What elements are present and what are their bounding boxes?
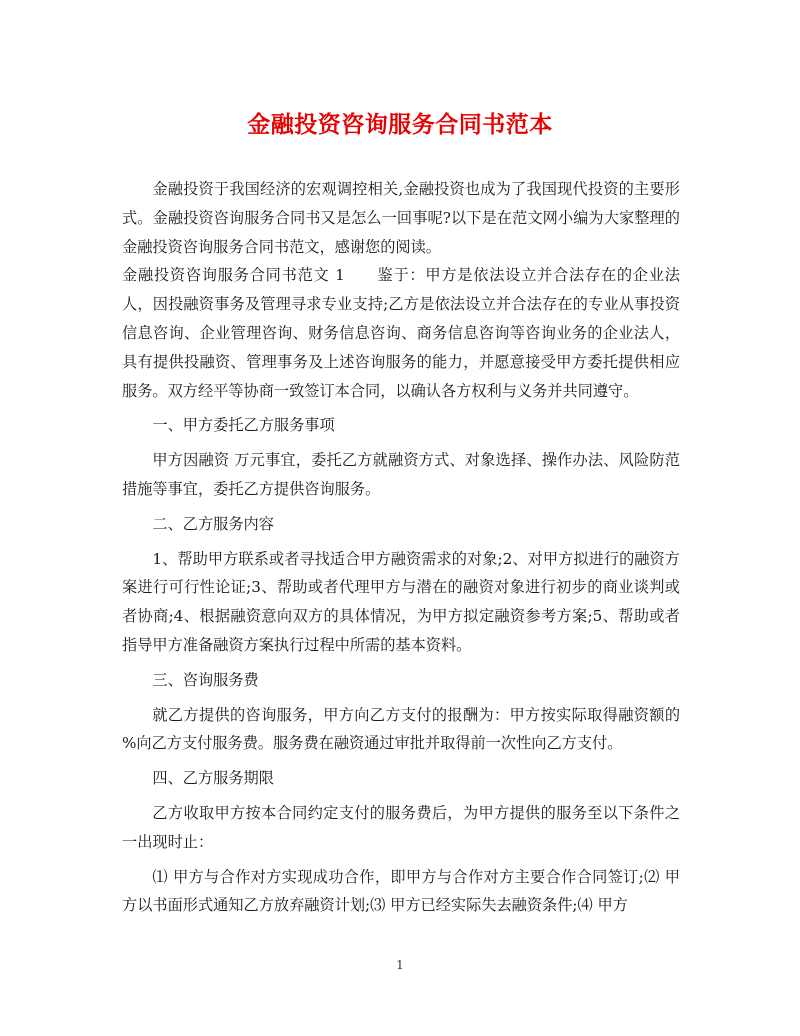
section-heading-2: 二、乙方服务内容: [152, 514, 274, 533]
section-body-2: 1、帮助甲方联系或者寻找适合甲方融资需求的对象;2、对甲方拟进行的融资方案进行可行性论证;3、帮助或者代理甲方与潜在的融资对象进行初步的商业谈判或者协商;4、根据融资意向双方的具体情况，为甲方拟定融资参考方案;5、帮助或者指导甲方准备融资方案执行过程中所需的基本资料。: [122, 549, 680, 654]
document-body: [122, 175, 680, 920]
document-title: 金融投资咨询服务合同书范本: [247, 111, 553, 138]
page-number: 1: [396, 958, 404, 972]
section-heading-3: 三、咨询服务费: [152, 670, 259, 689]
section-body-3: 就乙方提供的咨询服务，甲方向乙方支付的报酬为：甲方按实际取得融资额的 %向乙方支付服务费。服务费在融资通过审批并取得前一次性向乙方支付。: [122, 705, 680, 753]
section-body-1: 甲方因融资 万元事宜，委托乙方就融资方式、对象选择、操作办法、风险防范措施等事宜，委托乙方提供咨询服务。: [122, 451, 680, 498]
section-heading-4: 四、乙方服务期限: [152, 769, 274, 788]
preamble-paragraph: 金融投资咨询服务合同书范文 1 鉴于：甲方是依法设立并合法存在的企业法人，因投融资事务及管理寻求专业支持;乙方是依法设立并合法存在的专业从事投资信息咨询、企业管理咨询、财务信息咨询、商务信息咨询等咨询业务的企业法人，具有提供投融资、管理事务及上述咨询服务的能力，并愿意接受甲方委托提供相应服务。双方经平等协商一致签订本合同，以确认各方权利与义务并共同遵守。: [122, 266, 680, 400]
section-4-conditions: ⑴ 甲方与合作对方实现成功合作，即甲方与合作对方主要合作合同签订;⑵ 甲方以书面形式通知乙方放弃融资计划;⑶ 甲方已经实际失去融资条件;⑷ 甲方: [122, 867, 680, 915]
section-body-4: 乙方收取甲方按本合同约定支付的服务费后，为甲方提供的服务至以下条件之一出现时止：: [122, 803, 680, 851]
intro-paragraph: 金融投资于我国经济的宏观调控相关,金融投资也成为了我国现代投资的主要形式。金融投资咨询服务合同书又是怎么一回事呢?以下是在范文网小编为大家整理的金融投资咨询服务合同书范文，感谢您的阅读。: [122, 180, 680, 256]
section-heading-1: 一、甲方委托乙方服务事项: [152, 416, 335, 435]
